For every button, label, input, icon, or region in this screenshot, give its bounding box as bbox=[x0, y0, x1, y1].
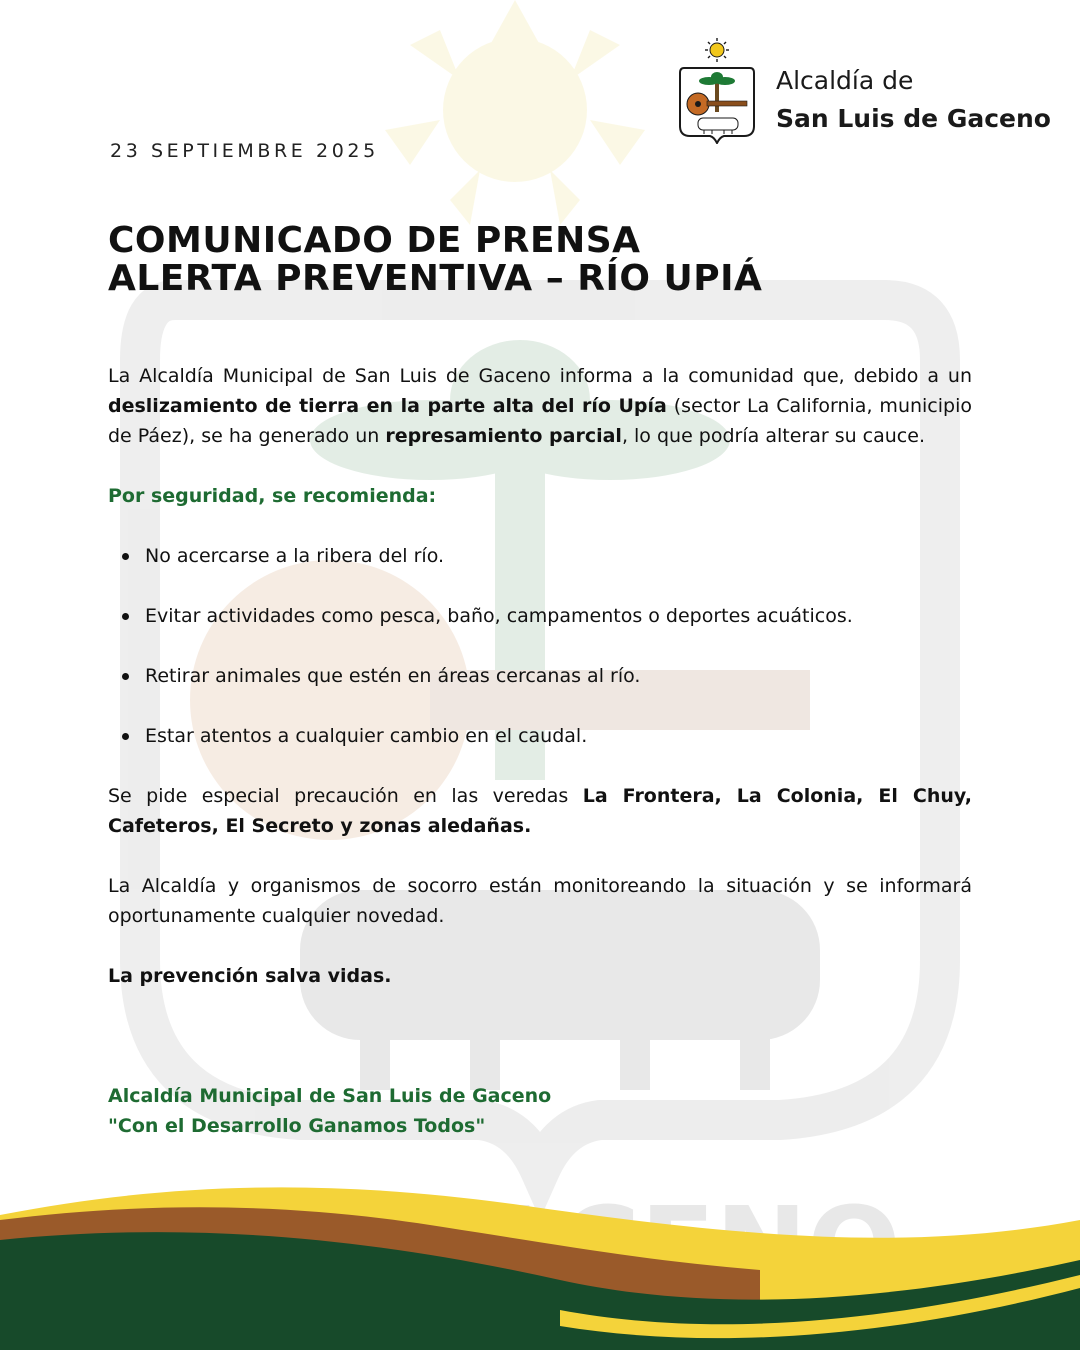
footer-waves bbox=[0, 1170, 1080, 1350]
monitoring-paragraph: La Alcaldía y organismos de socorro están monitoreando la situación y se informará oportunamente cualquier novedad. bbox=[108, 875, 972, 927]
caution-text: Se pide especial precaución en las veredas bbox=[108, 785, 583, 807]
recommendation-text: Evitar actividades como pesca, baño, campamentos o deportes acuáticos. bbox=[145, 605, 853, 627]
list-item bbox=[108, 721, 972, 781]
closing-statement: La prevención salva vidas. bbox=[108, 965, 392, 987]
intro-bold-2: represamiento parcial bbox=[385, 425, 622, 447]
intro-text-1: La Alcaldía Municipal de San Luis de Gaceno informa a la comunidad que, debido a un bbox=[108, 365, 972, 387]
caution-bold: La Frontera, La Colonia, El Chuy, Cafeteros, El Secreto y zonas aledañas. bbox=[108, 785, 972, 837]
intro-text-3: , lo que podría alterar su cauce. bbox=[621, 425, 925, 447]
watermark-sun-icon bbox=[385, 0, 645, 225]
bullet-icon bbox=[122, 733, 129, 740]
intro-text-2: (sector La California, municipio de Páez), se ha generado un bbox=[108, 395, 972, 447]
recommendation-list bbox=[108, 541, 972, 781]
caution-paragraph bbox=[108, 781, 972, 841]
bullet-icon bbox=[122, 613, 129, 620]
recommendation-text: Retirar animales que estén en áreas cercanas al río. bbox=[145, 665, 641, 687]
coat-of-arms-icon bbox=[678, 36, 756, 144]
logo-title-line2: San Luis de Gaceno bbox=[776, 104, 1051, 133]
recommendation-text: Estar atentos a cualquier cambio en el caudal. bbox=[145, 725, 588, 747]
intro-bold-1: deslizamiento de tierra en la parte alta del río Upía bbox=[108, 395, 667, 417]
logo-title-line1: Alcaldía de bbox=[776, 66, 914, 95]
press-body bbox=[108, 361, 972, 991]
bullet-icon bbox=[122, 673, 129, 680]
list-item bbox=[108, 661, 972, 721]
title-line2: ALERTA PREVENTIVA – RÍO UPIÁ bbox=[108, 258, 763, 299]
recommend-heading: Por seguridad, se recomienda: bbox=[108, 485, 437, 507]
list-item bbox=[108, 601, 972, 661]
bullet-icon bbox=[122, 553, 129, 560]
municipality-logo bbox=[678, 36, 1058, 146]
signature-slogan: "Con el Desarrollo Ganamos Todos" bbox=[108, 1115, 486, 1137]
intro-paragraph bbox=[108, 361, 972, 451]
list-item bbox=[108, 541, 972, 601]
recommendation-text: No acercarse a la ribera del río. bbox=[145, 545, 445, 567]
press-date: 23 SEPTIEMBRE 2025 bbox=[110, 140, 379, 162]
signature-block bbox=[108, 1081, 551, 1141]
page-title bbox=[108, 222, 762, 298]
title-line1: COMUNICADO DE PRENSA bbox=[108, 220, 641, 261]
signature-name: Alcaldía Municipal de San Luis de Gaceno bbox=[108, 1085, 552, 1107]
